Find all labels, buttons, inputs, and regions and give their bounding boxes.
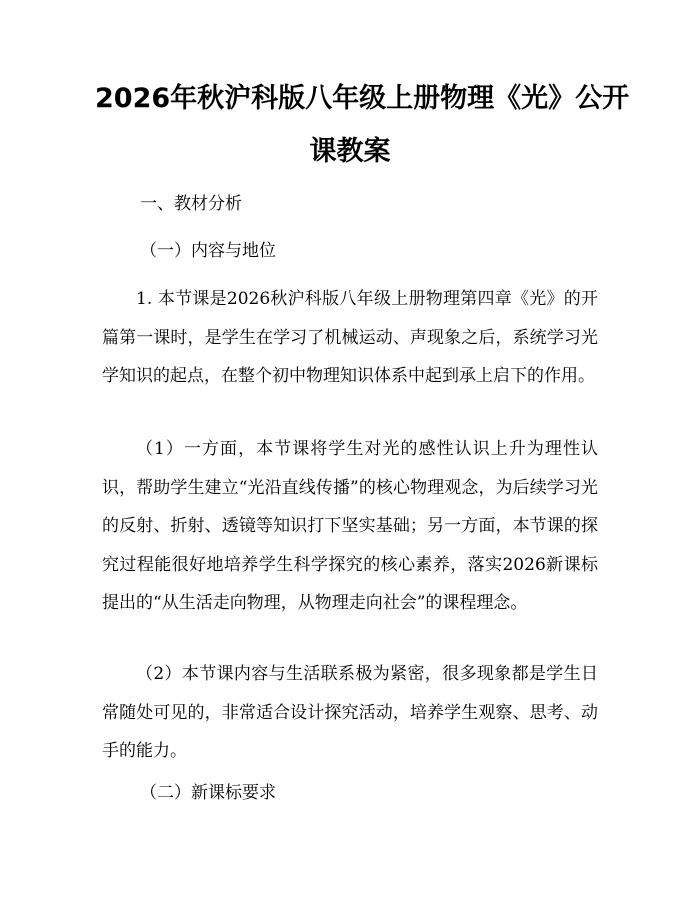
section-heading-textbook-analysis: 一、教材分析 bbox=[140, 194, 242, 214]
paragraph-point-1: （1）一方面，本节课将学生对光的感性认识上升为理性认识，帮助学生建立“光沿直线传播”的核心物理观念，为后续学习光的反射、折射、透镜等知识打下坚实基础；另一方面，本节课的探究过程能很好地培养学生科学探究的核心素养，落实2026新课标提出的“从生活走向物理，从物理走向社会”的课程理念。 bbox=[102, 439, 598, 613]
subsection-heading-content-and-position: （一）内容与地位 bbox=[140, 241, 276, 261]
document-title-line-2: 课教案 bbox=[309, 136, 391, 167]
subsection-heading-curriculum-requirements: （二）新课标要求 bbox=[140, 783, 276, 803]
document-title-line-1: 2026年秋沪科版八年级上册物理《光》公开 bbox=[95, 83, 630, 114]
paragraph-lesson-overview: 1. 本节课是2026秋沪科版八年级上册物理第四章《光》的开篇第一课时，是学生在学习了机械运动、声现象之后，系统学习光学知识的起点，在整个初中物理知识体系中起到承上启下的作用。 bbox=[102, 289, 598, 386]
paragraph-point-2: （2）本节课内容与生活联系极为紧密，很多现象都是学生日常随处可见的，非常适合设计探究活动，培养学生观察、思考、动手的能力。 bbox=[102, 664, 598, 761]
